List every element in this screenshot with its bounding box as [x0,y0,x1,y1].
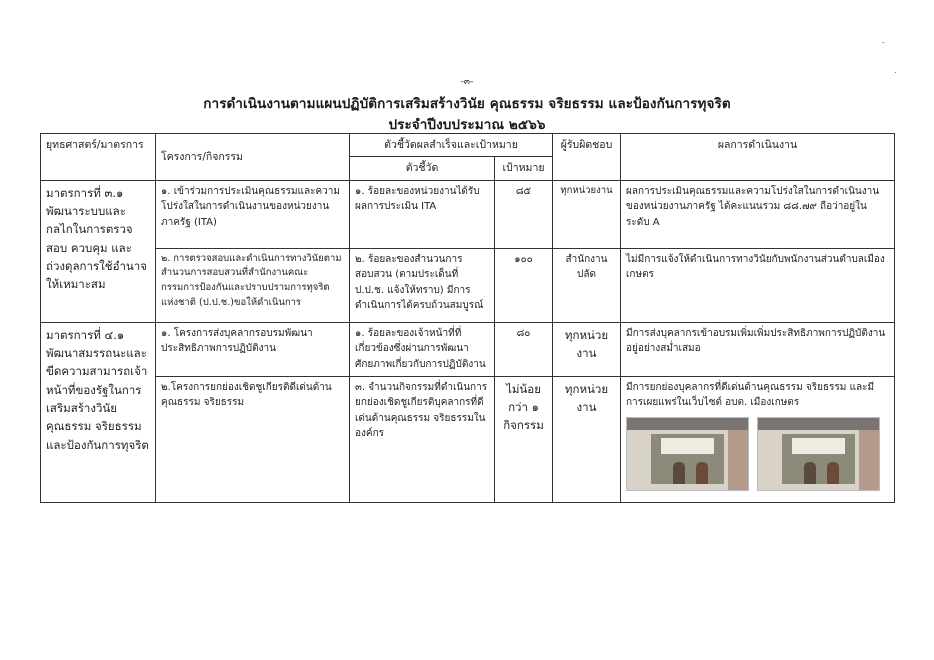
action-plan-table [40,133,895,503]
indicator-cell: ๒. ร้อยละของสำนวนการสอบสวน (ตามประเด็นที่ ป.ป.ช. แจ้งให้ทราบ) มีการดำเนินการได้ครบถ้วนสมบูรณ์ [350,248,495,322]
document-title: การดำเนินงานตามแผนปฏิบัติการเสริมสร้างวินัย คุณธรรม จริยธรรม และป้องกันการทุจริต [203,96,731,112]
table-row [41,248,895,322]
header-indicator: ตัวชี้วัด [350,157,495,180]
responsible-cell: สำนักงานปลัด [553,248,621,322]
result-cell: ผลการประเมินคุณธรรมและความโปร่งใสในการดำเนินงานของหน่วยงานภาครัฐ ได้คะแนนรวม ๘๘.๗๙ ถือว่าอยู่ในระดับ A [621,180,895,248]
project-cell: ๑. โครงการส่งบุคลากรอบรมพัฒนาประสิทธิภาพการปฏิบัติงาน [156,322,350,376]
table-row [41,180,895,248]
result-cell [621,376,895,502]
header-indicators-group: ตัวชี้วัดผลสำเร็จและเป้าหมาย [350,134,553,157]
header-strategy: ยุทธศาสตร์/มาตรการ [41,134,156,181]
result-text: มีการยกย่องบุคลากรที่ดีเด่นด้านคุณธรรม จริยธรรม และมีการเผยแพร่ในเว็บไซต์ อบต. เมืองเกษตร [626,381,875,409]
strategy-cell: มาตรการที่ ๔.๑ พัฒนาสมรรถนะและขีดความสามารถเจ้าหน้าที่ของรัฐในการเสริมสร้างวินัยคุณธรรม จริยธรรมและป้องกันการทุจริต [41,322,156,502]
header-target: เป้าหมาย [495,157,553,180]
project-cell: ๒. การตรวจสอบและดำเนินการทางวินัยตามสำนวนการสอบสวนที่สำนักงานคณะกรรมการป้องกันและปราบปรามการทุจริตแห่งชาติ (ป.ป.ช.)ขอให้ดำเนินการ [156,248,350,322]
responsible-cell: ทุกหน่วยงาน [553,376,621,502]
responsible-cell: ทุกหน่วยงาน [553,322,621,376]
result-cell: มีการส่งบุคลากรเข้าอบรมเพิ่มเพิ่มประสิทธิภาพการปฏิบัติงานอยู่อย่างสม่ำเสมอ [621,322,895,376]
header-project: โครงการ/กิจกรรม [156,134,350,181]
corner-mark: . [894,66,897,75]
page-number: -๓- [460,77,474,87]
indicator-cell: ๑. ร้อยละของเจ้าหน้าที่ที่เกี่ยวข้องซึ่งผ่านการพัฒนาศักยภาพเกี่ยวกับการปฏิบัติงาน [350,322,495,376]
table-row [41,322,895,376]
website-screenshot-photo [757,417,880,491]
table-header-row [41,134,895,157]
project-cell: ๒.โครงการยกย่องเชิดชูเกียรติดีเด่นด้านคุณธรรม จริยธรรม [156,376,350,502]
strategy-cell: มาตรการที่ ๓.๑ พัฒนาระบบและกลไกในการตรวจสอบ ควบคุม และ ถ่วงดุลการใช้อำนาจให้เหมาะสม [41,180,156,322]
header-result: ผลการดำเนินงาน [621,134,895,181]
responsible-cell: ทุกหน่วยงาน [553,180,621,248]
target-cell: ๘๐ [495,322,553,376]
corner-mark: - [882,38,885,47]
document-subtitle: ประจำปีงบประมาณ ๒๕๖๖ [388,117,546,133]
header-responsible: ผู้รับผิดชอบ [553,134,621,181]
indicator-cell: ๓. จำนวนกิจกรรมที่ดำเนินการยกย่องเชิดชูเกียรติบุคลากรที่ดีเด่นด้านคุณธรรม จริยธรรมในองค์กร [350,376,495,502]
target-cell: ไม่น้อยกว่า ๑ กิจกรรม [495,376,553,502]
result-cell: ไม่มีการแจ้งให้ดำเนินการทางวินัยกับพนักงานส่วนตำบลเมืองเกษตร [621,248,895,322]
target-cell: ๑๐๐ [495,248,553,322]
project-cell: ๑. เข้าร่วมการประเมินคุณธรรมและความโปร่งใสในการดำเนินงานของหน่วยงานภาครัฐ (ITA) [156,180,350,248]
table-row [41,376,895,502]
website-screenshot-photo [626,417,749,491]
target-cell: ๘๕ [495,180,553,248]
photo-gallery [626,417,889,491]
indicator-cell: ๑. ร้อยละของหน่วยงานได้รับผลการประเมิน ITA [350,180,495,248]
